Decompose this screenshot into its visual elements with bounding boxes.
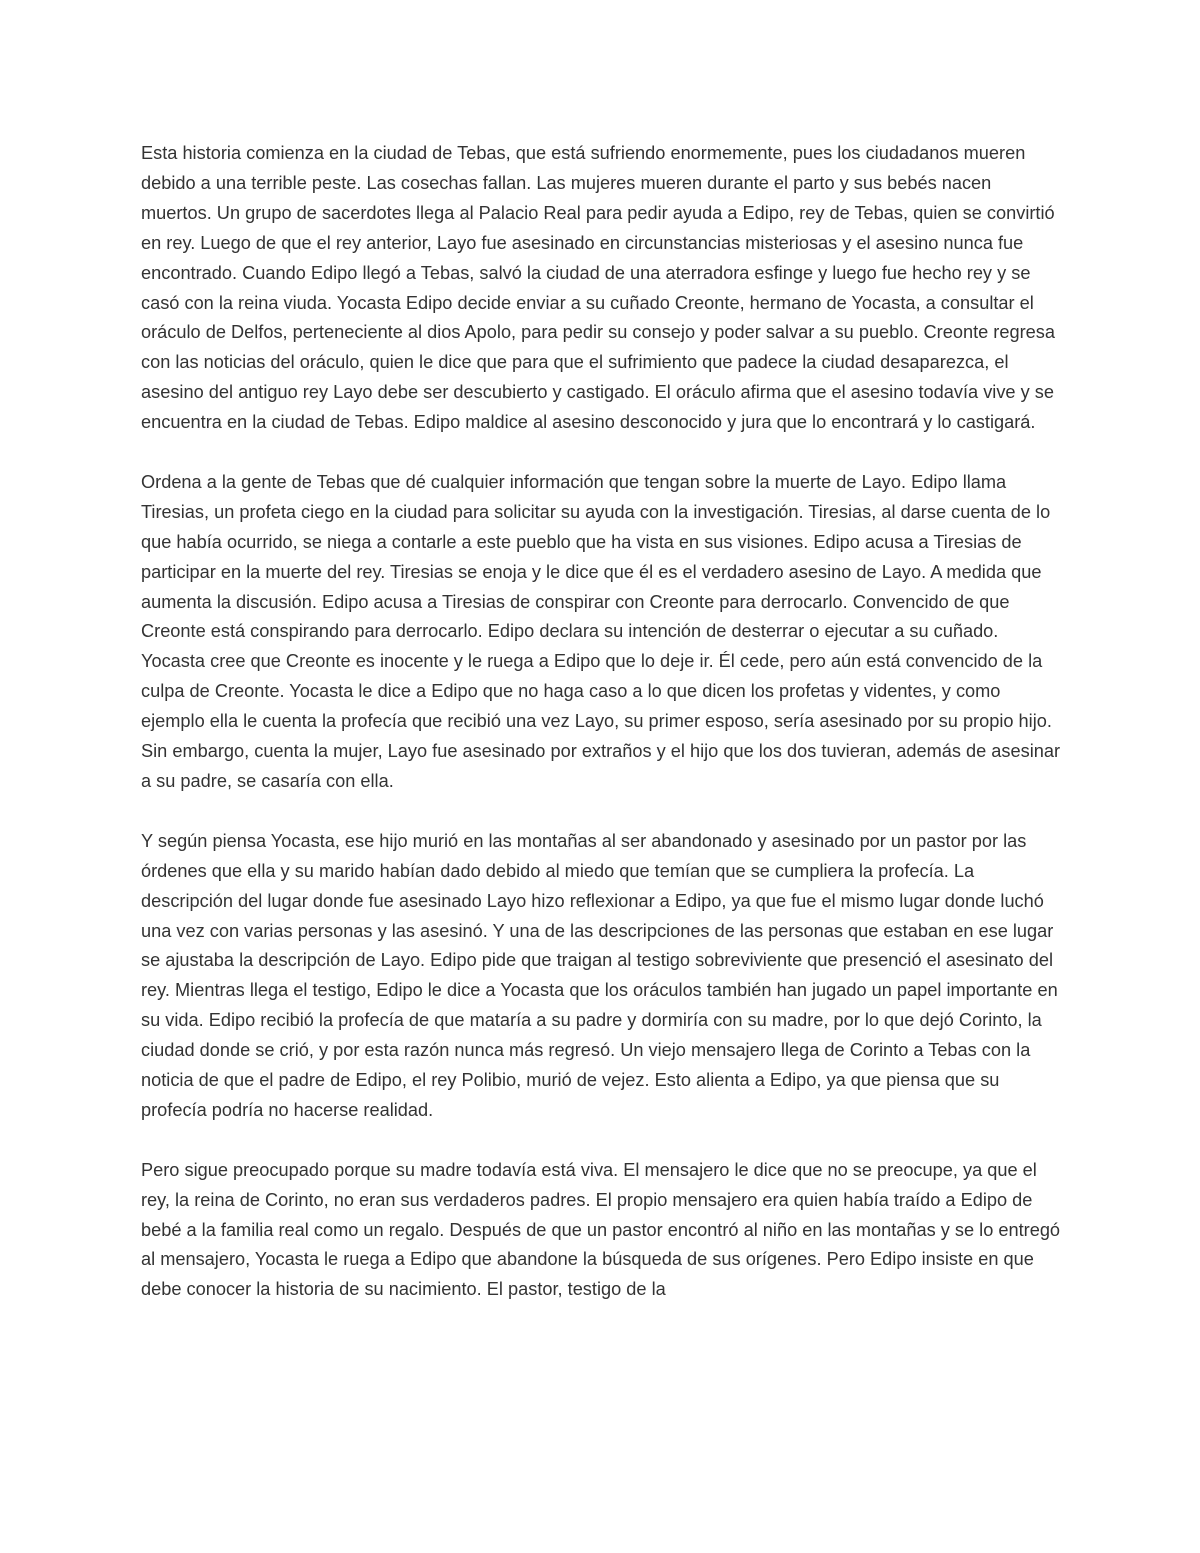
paragraph-2: Ordena a la gente de Tebas que dé cualquier información que tengan sobre la muerte de Layo. Edipo llama Tiresias, un profeta ciego en la ciudad para solicitar su ayuda con la investigación. Tiresias, al darse cuenta de lo que había ocurrido, se niega a contarle a este pueblo que ha vista en sus visiones. Edipo acusa a Tiresias de participar en la muerte del rey. Tiresias se enoja y le dice que él es el verdadero asesino de Layo. A medida que aumenta la discusión. Edipo acusa a Tiresias de conspirar con Creonte para derrocarlo. Convencido de que Creonte está conspirando para derrocarlo. Edipo declara su intención de desterrar o ejecutar a su cuñado. Yocasta cree que Creonte es inocente y le ruega a Edipo que lo deje ir. Él cede, pero aún está convencido de la culpa de Creonte. Yocasta le dice a Edipo que no haga caso a lo que dicen los profetas y videntes, y como ejemplo ella le cuenta la profecía que recibió una vez Layo, su primer esposo, sería asesinado por su propio hijo. Sin embargo, cuenta la mujer, Layo fue asesinado por extraños y el hijo que los dos tuvieran, además de asesinar a su padre, se casaría con ella. <box>141 471 1061 792</box>
paragraph-3: Y según piensa Yocasta, ese hijo murió en las montañas al ser abandonado y asesinado por un pastor por las órdenes que ella y su marido habían dado debido al miedo que temían que se cumpliera la profecía. La descripción del lugar donde fue asesinado Layo hizo reflexionar a Edipo, ya que fue el mismo lugar donde luchó una vez con varias personas y las asesinó. Y una de las descripciones de las personas que estaban en ese lugar se ajustaba la descripción de Layo. Edipo pide que traigan al testigo sobreviviente que presenció el asesinato del rey. Mientras llega el testigo, Edipo le dice a Yocasta que los oráculos también han jugado un papel importante en su vida. Edipo recibió la profecía de que mataría a su padre y dormiría con su madre, por lo que dejó Corinto, la ciudad donde se crió, y por esta razón nunca más regresó. Un viejo mensajero llega de Corinto a Tebas con la noticia de que el padre de Edipo, el rey Polibio, murió de vejez. Esto alienta a Edipo, ya que piensa que su profecía podría no hacerse realidad. <box>141 830 1058 1120</box>
paragraph-4: Pero sigue preocupado porque su madre todavía está viva. El mensajero le dice que no se preocupe, ya que el rey, la reina de Corinto, no eran sus verdaderos padres. El propio mensajero era quien había traído a Edipo de bebé a la familia real como un regalo. Después de que un pastor encontró al niño en las montañas y se lo entregó al mensajero, Yocasta le ruega a Edipo que abandone la búsqueda de sus orígenes. Pero Edipo insiste en que debe conocer la historia de su nacimiento. El pastor, testigo de la <box>141 1159 1061 1300</box>
paragraph-1: Esta historia comienza en la ciudad de Tebas, que está sufriendo enormemente, pues los ciudadanos mueren debido a una terrible peste. Las cosechas fallan. Las mujeres mueren durante el parto y sus bebés nacen muertos. Un grupo de sacerdotes llega al Palacio Real para pedir ayuda a Edipo, rey de Tebas, quien se convirtió en rey. Luego de que el rey anterior, Layo fue asesinado en circunstancias misteriosas y el asesino nunca fue encontrado. Cuando Edipo llegó a Tebas, salvó la ciudad de una aterradora esfinge y luego fue hecho rey y se casó con la reina viuda. Yocasta Edipo decide enviar a su cuñado Creonte, hermano de Yocasta, a consultar el oráculo de Delfos, perteneciente al dios Apolo, para pedir su consejo y poder salvar a su pueblo. Creonte regresa con las noticias del oráculo, quien le dice que para que el sufrimiento que padece la ciudad desaparezca, el asesino del antiguo rey Layo debe ser descubierto y castigado. El oráculo afirma que el asesino todavía vive y se encuentra en la ciudad de Tebas. Edipo maldice al asesino desconocido y jura que lo encontrará y lo castigará. <box>141 143 1055 433</box>
document-body <box>141 139 1061 1305</box>
